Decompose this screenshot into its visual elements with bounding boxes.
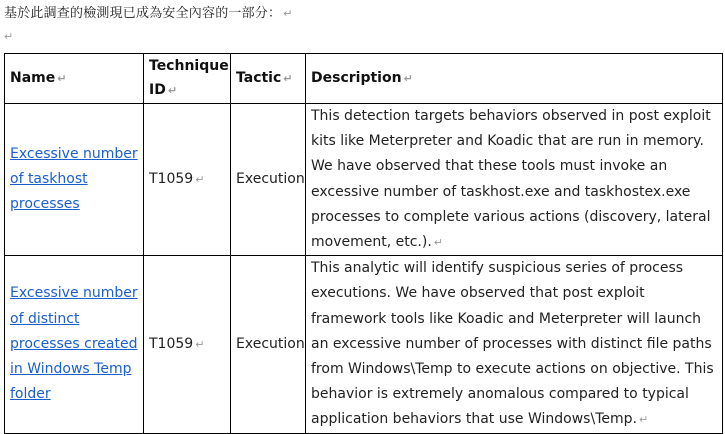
cell-description (306, 104, 723, 256)
detection-link-windows-temp[interactable]: Excessive number of distinct processes created in Windows Temp folder (10, 285, 138, 403)
description-text: This analytic will identify suspicious series of process executions. We have observed that post exploit framework tools like Koadic and Meterpreter will launch an excessive number of processes with distinct file paths from Windows\Temp to execute actions on objective. This behavior is extremely anomalous compared to typical application behaviors that use Windows\Temp. (311, 260, 714, 428)
technique-id-value: T1059 (149, 335, 194, 352)
cell-mark: ↵ (403, 72, 413, 85)
technique-id-value: T1059 (149, 171, 194, 187)
paragraph-mark: ↵ (283, 7, 293, 20)
cell-technique-id (144, 256, 231, 433)
tactic-value: Execution (236, 335, 305, 352)
header-name-label: Name (10, 70, 56, 86)
table-row (5, 256, 723, 433)
cell-mark: ↵ (195, 173, 205, 186)
empty-paragraph-mark: ↵ (4, 30, 14, 43)
intro-text: 基於此調查的檢測現已成為安全內容的一部分： (4, 6, 282, 21)
intro-paragraph (4, 4, 293, 24)
header-row (5, 54, 723, 104)
cell-mark: ↵ (433, 236, 443, 250)
detection-link-taskhost[interactable]: Excessive number of taskhost processes (10, 145, 138, 213)
cell-name (5, 104, 144, 256)
header-tactic-label: Tactic (236, 70, 282, 86)
detections-table (4, 53, 723, 434)
header-description-label: Description (311, 70, 402, 86)
tactic-value: Execution (236, 171, 305, 187)
cell-name (5, 256, 144, 433)
description-text: This detection targets behaviors observed in post exploit kits like Meterpreter and Koadic that are run in memory. We have observed that these tools must invoke an excessive number of taskhost.exe and taskhostex.exe processes to complete various actions (discovery, lateral movement, etc.). (311, 108, 711, 251)
cell-mark: ↵ (195, 337, 205, 351)
header-tactic (231, 54, 306, 104)
header-technique-id (144, 54, 231, 104)
cell-tactic (231, 256, 306, 433)
cell-mark: ↵ (638, 413, 649, 427)
cell-mark: ↵ (167, 84, 178, 97)
cell-tactic (231, 104, 306, 256)
cell-description (306, 256, 723, 433)
header-description (306, 54, 723, 104)
header-name (5, 54, 144, 104)
cell-mark: ↵ (57, 72, 67, 85)
header-technique-id-label: Technique ID (149, 58, 229, 98)
cell-technique-id (144, 104, 231, 256)
table-row (5, 104, 723, 256)
cell-mark: ↵ (283, 72, 293, 85)
